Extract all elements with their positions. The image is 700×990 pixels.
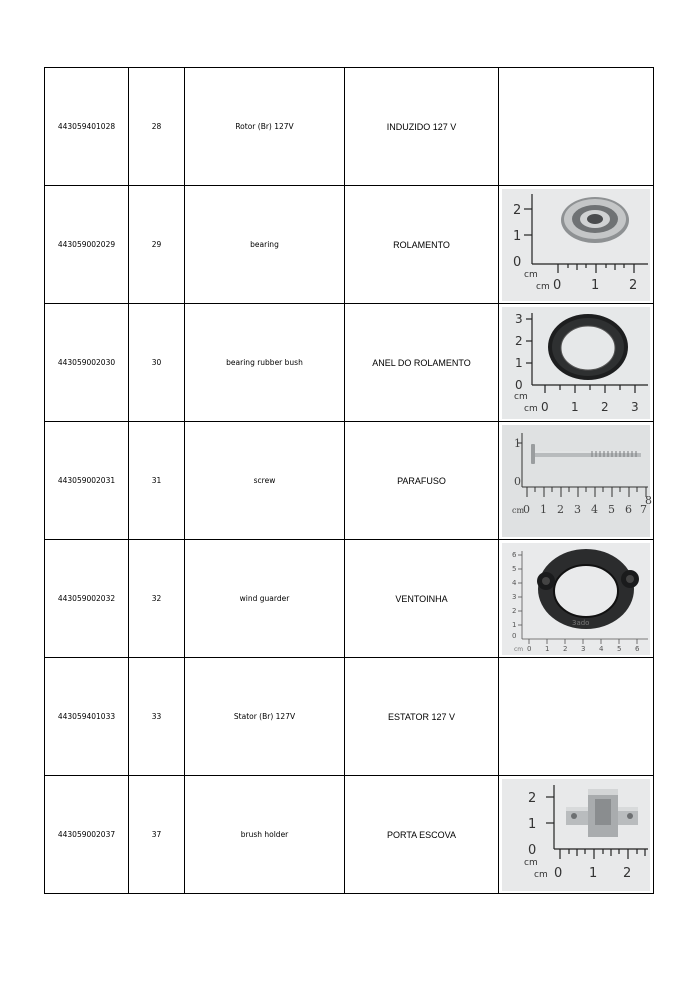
ruler-h-label: 0 <box>523 502 530 516</box>
table-row <box>45 304 654 422</box>
ruler-h-label: 8 <box>645 493 652 507</box>
ruler-h-label: 6 <box>625 502 632 516</box>
ruler-v-label: 1 <box>515 355 523 370</box>
ruler-h-label: 0 <box>553 277 562 293</box>
ruler-v-label: 1 <box>528 816 537 832</box>
ruler-v-label: 0 <box>513 254 522 270</box>
ruler-v-label: 1 <box>514 436 521 450</box>
table-row <box>45 68 654 186</box>
unit-label: cm <box>524 857 538 868</box>
part-name-pt: PARAFUSO <box>345 422 499 540</box>
ruler-h-label: 2 <box>563 644 568 653</box>
ruler-v-label: 0 <box>515 377 523 392</box>
part-name-pt: ROLAMENTO <box>345 186 499 304</box>
ruler-h-label: 0 <box>527 644 532 653</box>
rubber-ring-photo <box>502 307 650 419</box>
ruler-v-label: 2 <box>528 790 537 806</box>
ruler-v-label: 2 <box>513 202 522 218</box>
part-code: 443059401033 <box>45 658 129 776</box>
ruler-h-label: 3 <box>631 399 639 414</box>
part-name-en: wind guarder <box>185 540 345 658</box>
image-cell <box>499 422 654 540</box>
part-stamp: 3ado <box>572 618 590 627</box>
ruler-h-label: 3 <box>581 644 586 653</box>
position-number: 29 <box>129 186 185 304</box>
unit-label: cm <box>524 403 538 414</box>
ruler-h-label: 1 <box>591 277 600 293</box>
image-cell <box>499 304 654 422</box>
ruler-h-label: 3 <box>574 502 581 516</box>
part-name-pt: VENTOINHA <box>345 540 499 658</box>
unit-label: cm <box>534 869 548 880</box>
position-number: 37 <box>129 776 185 894</box>
image-cell <box>499 186 654 304</box>
table-row <box>45 776 654 894</box>
table-row <box>45 186 654 304</box>
part-code: 443059002032 <box>45 540 129 658</box>
ruler-v-label: 0 <box>512 631 517 640</box>
ruler-h-label: 1 <box>571 399 579 414</box>
unit-label: cm <box>514 391 528 402</box>
table-row <box>45 658 654 776</box>
ruler-h-label: 2 <box>601 399 609 414</box>
ruler-v-label: 0 <box>514 474 521 488</box>
part-code: 443059002030 <box>45 304 129 422</box>
bearing-photo <box>502 189 650 301</box>
position-number: 28 <box>129 68 185 186</box>
ruler-v-label: 6 <box>512 550 517 559</box>
ruler-h-label: 1 <box>589 865 598 881</box>
ruler-h-label: 0 <box>554 865 563 881</box>
ruler-h-label: 2 <box>557 502 564 516</box>
ruler-h-label: 6 <box>635 644 640 653</box>
ruler-h-label: 2 <box>629 277 638 293</box>
ruler-v-label: 1 <box>513 228 522 244</box>
ruler-h-label: 1 <box>545 644 550 653</box>
ruler-h-label: 1 <box>540 502 547 516</box>
part-name-en: bearing rubber bush <box>185 304 345 422</box>
ruler-v-label: 4 <box>512 578 517 587</box>
ruler-h-label: 4 <box>599 644 604 653</box>
part-name-pt: ESTATOR 127 V <box>345 658 499 776</box>
part-name-en: brush holder <box>185 776 345 894</box>
part-name-en: screw <box>185 422 345 540</box>
ruler-v-label: 2 <box>515 333 523 348</box>
image-cell-empty <box>499 658 654 776</box>
table-row <box>45 540 654 658</box>
parts-table <box>44 67 654 894</box>
position-number: 32 <box>129 540 185 658</box>
ruler-v-label: 3 <box>512 592 517 601</box>
image-cell <box>499 540 654 658</box>
position-number: 30 <box>129 304 185 422</box>
image-cell <box>499 776 654 894</box>
ruler-h-label: 0 <box>541 399 549 414</box>
part-code: 443059002029 <box>45 186 129 304</box>
part-code: 443059002037 <box>45 776 129 894</box>
part-name-en: bearing <box>185 186 345 304</box>
ruler-h-label: 2 <box>623 865 632 881</box>
unit-label: cm <box>514 645 524 653</box>
position-number: 33 <box>129 658 185 776</box>
part-name-en: Rotor (Br) 127V <box>185 68 345 186</box>
ruler-h-label: 5 <box>608 502 615 516</box>
unit-label: cm <box>512 505 525 515</box>
part-name-pt: PORTA ESCOVA <box>345 776 499 894</box>
brush-holder-photo <box>502 779 650 891</box>
ruler-v-label: 5 <box>512 564 517 573</box>
part-name-en: Stator (Br) 127V <box>185 658 345 776</box>
image-cell-empty <box>499 68 654 186</box>
ruler-v-label: 1 <box>512 620 517 629</box>
unit-label: cm <box>536 281 550 292</box>
ruler-v-label: 3 <box>515 311 523 326</box>
part-name-pt: ANEL DO ROLAMENTO <box>345 304 499 422</box>
table-row <box>45 422 654 540</box>
ruler-h-label: 5 <box>617 644 622 653</box>
part-name-pt: INDUZIDO 127 V <box>345 68 499 186</box>
ruler-h-label: 4 <box>591 502 598 516</box>
ruler-v-label: 2 <box>512 606 517 615</box>
screw-photo <box>502 425 650 537</box>
part-code: 443059002031 <box>45 422 129 540</box>
position-number: 31 <box>129 422 185 540</box>
ruler-h-label: 7 <box>640 502 647 516</box>
part-code: 443059401028 <box>45 68 129 186</box>
ruler-v-label: 0 <box>528 842 537 858</box>
wind-guard-photo <box>502 543 650 655</box>
unit-label: cm <box>524 269 538 280</box>
